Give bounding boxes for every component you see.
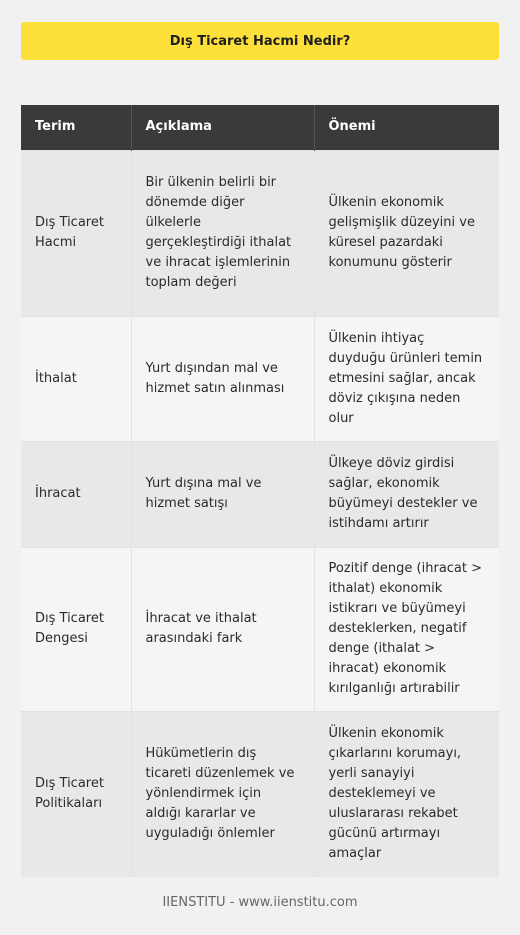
cell-term: İhracat bbox=[21, 441, 131, 547]
table-row bbox=[21, 711, 499, 877]
cell-term: Dış Ticaret Politikaları bbox=[21, 711, 131, 877]
cell-importance: Pozitif denge (ihracat > ithalat) ekonomik istikrarı ve büyümeyi desteklerken, negatif denge (ithalat > ihracat) ekonomik kırılganlığı artırabilir bbox=[314, 547, 499, 711]
table-row bbox=[21, 547, 499, 711]
table-header-row bbox=[21, 105, 499, 150]
table-row bbox=[21, 441, 499, 547]
footer-credit: IIENSTITU - www.iienstitu.com bbox=[162, 895, 358, 910]
cell-term: Dış Ticaret Dengesi bbox=[21, 547, 131, 711]
cell-description: Yurt dışına mal ve hizmet satışı bbox=[131, 441, 314, 547]
table-row bbox=[21, 150, 499, 316]
cell-description: Hükümetlerin dış ticareti düzenlemek ve yönlendirmek için aldığı kararlar ve uyguladığı önlemler bbox=[131, 711, 314, 877]
cell-term: İthalat bbox=[21, 316, 131, 441]
cell-description: İhracat ve ithalat arasındaki fark bbox=[131, 547, 314, 711]
header-description: Açıklama bbox=[131, 105, 314, 150]
cell-description: Bir ülkenin belirli bir dönemde diğer ülkelerle gerçekleştirdiği ithalat ve ihracat işlemlerinin toplam değeri bbox=[131, 150, 314, 316]
cell-importance: Ülkeye döviz girdisi sağlar, ekonomik büyümeyi destekler ve istihdamı artırır bbox=[314, 441, 499, 547]
cell-description: Yurt dışından mal ve hizmet satın alınması bbox=[131, 316, 314, 441]
table-row bbox=[21, 316, 499, 441]
info-table bbox=[21, 105, 499, 877]
cell-term: Dış Ticaret Hacmi bbox=[21, 150, 131, 316]
header-importance: Önemi bbox=[314, 105, 499, 150]
page-title: Dış Ticaret Hacmi Nedir? bbox=[21, 22, 499, 60]
cell-importance: Ülkenin ekonomik gelişmişlik düzeyini ve küresel pazardaki konumunu gösterir bbox=[314, 150, 499, 316]
header-term: Terim bbox=[21, 105, 131, 150]
cell-importance: Ülkenin ihtiyaç duyduğu ürünleri temin etmesini sağlar, ancak döviz çıkışına neden olur bbox=[314, 316, 499, 441]
cell-importance: Ülkenin ekonomik çıkarlarını korumayı, yerli sanayiyi desteklemeyi ve uluslararası rekabet gücünü artırmayı amaçlar bbox=[314, 711, 499, 877]
